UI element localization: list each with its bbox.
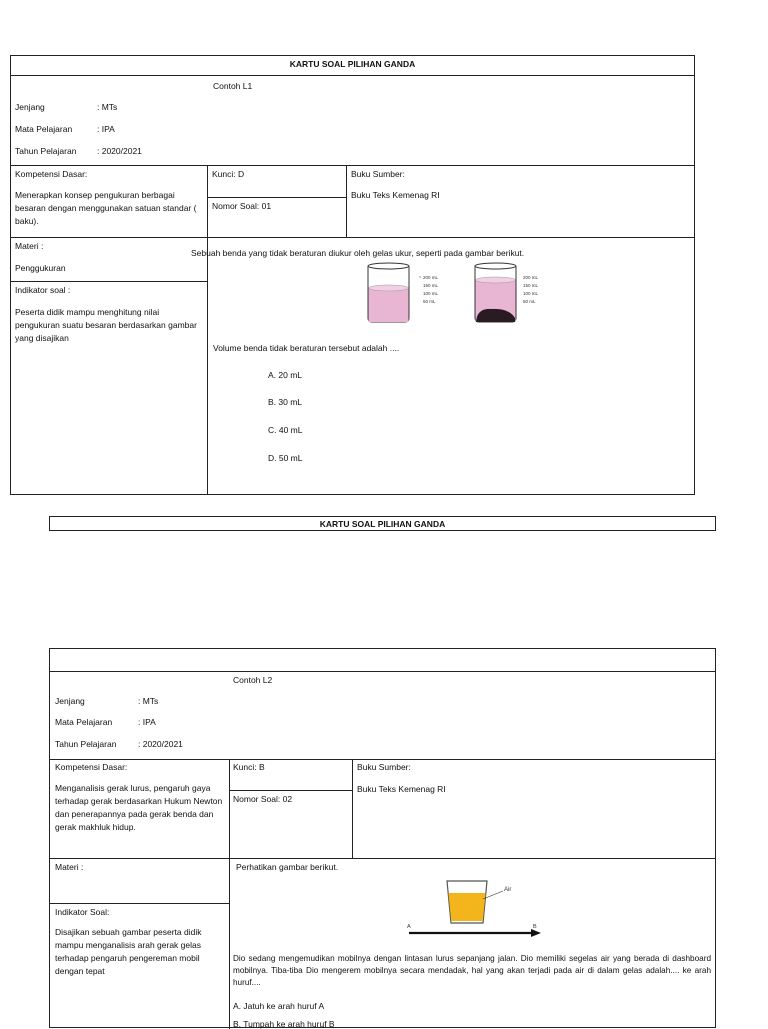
beaker-before-scale [419, 275, 439, 304]
tahun-label: Tahun Pelajaran [55, 739, 117, 749]
jenjang-label: Jenjang [55, 696, 85, 706]
divider [207, 197, 346, 198]
jenjang-value: : MTs [138, 696, 159, 706]
divider [229, 759, 230, 1029]
beaker2-mark: 50 mL [523, 299, 536, 304]
buku-label: Buku Sumber: [357, 762, 411, 772]
beaker1-mark: 100 mL [423, 291, 439, 296]
kunci: Kunci: B [233, 762, 265, 772]
beaker2-mark: 200 mL [523, 275, 539, 280]
divider [50, 903, 229, 904]
glass-of-water [447, 881, 511, 923]
option-b: B. Tumpah ke arah huruf B [233, 1019, 335, 1029]
mapel-value: : IPA [97, 124, 115, 134]
tahun-value: : 2020/2021 [138, 739, 183, 749]
jenjang-value: : MTs [97, 102, 118, 112]
option-b: B. 30 mL [268, 397, 303, 407]
card-2-title: KARTU SOAL PILIHAN GANDA [319, 519, 446, 529]
materi-label: Materi : [55, 862, 84, 872]
kd-text: Menerapkan konsep pengukuran berbagai besaran dengan menggunakan satuan standar ( baku). [15, 190, 197, 226]
jenjang-label: Jenjang [15, 102, 45, 112]
card-1-contoh: Contoh L1 [213, 81, 253, 91]
card-2 [49, 648, 716, 1028]
arrow-label-a: A [407, 924, 411, 930]
card-1 [10, 55, 695, 495]
glass-illustration [405, 877, 550, 942]
card-1-title: KARTU SOAL PILIHAN GANDA [289, 59, 416, 69]
beaker-after-scale [523, 275, 539, 304]
option-a: A. Jatuh ke arah huruf A [233, 1001, 325, 1011]
buku-value: Buku Teks Kemenag RI [357, 784, 446, 794]
nomor-soal: Nomor Soal: 01 [212, 201, 272, 211]
divider [346, 165, 347, 238]
mapel-value: : IPA [138, 717, 156, 727]
divider [50, 858, 715, 859]
divider [11, 165, 694, 166]
beaker-after [475, 263, 516, 322]
option-c: C. 40 mL [268, 425, 303, 435]
mapel-label: Mata Pelajaran [55, 717, 113, 727]
materi-value: Penggukuran [15, 263, 66, 273]
indikator-text: Peserta didik mampu menghitung nilai pengukuran suatu besaran berdasarkan gambar yang disajikan [15, 307, 197, 343]
beaker2-mark: 150 mL [523, 283, 539, 288]
question-prompt: Volume benda tidak beraturan tersebut adalah .... [213, 343, 400, 353]
divider [50, 759, 715, 760]
beaker-before [368, 263, 409, 322]
kd-text: Menganalisis gerak lurus, pengaruh gaya terhadap gerak berdasarkan Hukum Newton dan penerapannya pada gerak benda dan gerak makhluk hidup. [55, 783, 223, 832]
beaker1-mark: 150 mL [423, 283, 439, 288]
nomor-soal: Nomor Soal: 02 [233, 794, 293, 804]
beaker1-mark: 50 mL [423, 299, 436, 304]
story-text: Dio sedang mengemudikan mobilnya dengan lintasan lurus sepanjang jalan. Dio memiliki segelas air yang berada di dashboard mobilnya. Tiba-tiba Dio mengerem mobilnya secara mendadak, hal yang akan terjadi pada air di dalam gelas adalah.... ke arah huruf.... [233, 954, 711, 987]
indikator-text: Disajikan sebuah gambar peserta didik mampu menganalisis arah gerak gelas terhadap pengaruh pengereman mobil dengan tepat [55, 927, 202, 976]
materi-label: Materi : [15, 241, 44, 251]
buku-value: Buku Teks Kemenag RI [351, 190, 440, 200]
divider [11, 281, 207, 282]
glass-label: Air [504, 887, 512, 893]
direction-arrow [407, 924, 541, 937]
beaker2-mark: 100 mL [523, 291, 539, 296]
divider [207, 165, 208, 495]
card-2-contoh: Contoh L2 [233, 675, 273, 685]
kd-label: Kompetensi Dasar: [15, 169, 88, 179]
beaker-illustration [363, 262, 553, 326]
mapel-label: Mata Pelajaran [15, 124, 73, 134]
divider [50, 671, 715, 672]
tahun-label: Tahun Pelajaran [15, 146, 77, 156]
card-2-header [49, 516, 716, 531]
option-a: A. 20 mL [268, 370, 303, 380]
divider [11, 237, 694, 238]
kd-label: Kompetensi Dasar: [55, 762, 128, 772]
divider [11, 75, 694, 76]
kunci: Kunci: D [212, 169, 245, 179]
question-text: Sebuah benda yang tidak beraturan diukur oleh gelas ukur, seperti pada gambar berikut. [191, 248, 525, 258]
indikator-label: Indikator Soal: [55, 907, 110, 917]
buku-label: Buku Sumber: [351, 169, 405, 179]
option-d: D. 50 mL [268, 453, 303, 463]
tahun-value: : 2020/2021 [97, 146, 142, 156]
divider [352, 759, 353, 858]
indikator-label: Indikator soal : [15, 285, 71, 295]
beaker1-mark: 200 mL [423, 275, 439, 280]
question-text: Perhatikan gambar berikut. [236, 862, 339, 872]
arrow-label-b: B [533, 924, 537, 930]
divider [229, 790, 352, 791]
